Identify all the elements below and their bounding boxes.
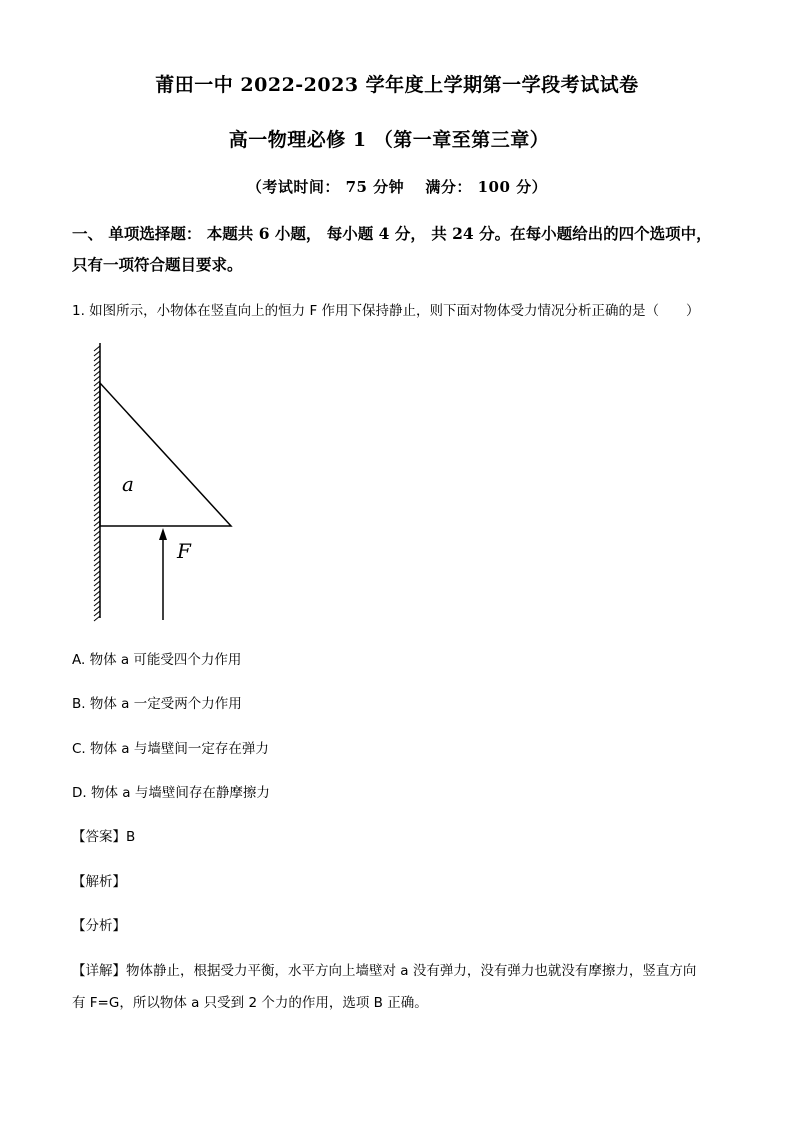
answer: 【答案】B: [72, 829, 136, 845]
option-a: A. 物体 a 可能受四个力作用: [72, 652, 242, 668]
force-arrow-head: [159, 528, 167, 540]
hatch-mark: [94, 361, 100, 366]
hatch-mark: [94, 351, 100, 356]
hatch-mark: [94, 556, 100, 561]
hatch-mark: [94, 526, 100, 531]
section-heading-line-1: 一、 单项选择题： 本题共 6 小题， 每小题 4 分， 共 24 分。在每小题给出的四个选项中，: [72, 224, 712, 243]
wall-hatching: [94, 346, 100, 621]
option-c: C. 物体 a 与墙壁间一定存在弹力: [72, 741, 269, 757]
option-d: D. 物体 a 与墙壁间存在静摩擦力: [72, 785, 270, 801]
section-heading-line-2: 只有一项符合题目要求。: [72, 255, 243, 274]
hatch-mark: [94, 561, 100, 566]
hatch-mark: [94, 571, 100, 576]
hatch-mark: [94, 436, 100, 441]
exam-title: 莆田一中 2022-2023 学年度上学期第一学段考试试卷: [155, 74, 639, 96]
block-label: a: [122, 472, 134, 496]
hatch-mark: [94, 476, 100, 481]
hatch-mark: [94, 591, 100, 596]
triangle-block: [100, 383, 231, 526]
hatch-mark: [94, 536, 100, 541]
hatch-mark: [94, 546, 100, 551]
physics-figure: [80, 338, 250, 628]
hatch-mark: [94, 511, 100, 516]
hatch-mark: [94, 586, 100, 591]
hatch-mark: [94, 581, 100, 586]
hatch-mark: [94, 576, 100, 581]
hatch-mark: [94, 406, 100, 411]
hatch-mark: [94, 446, 100, 451]
hatch-mark: [94, 521, 100, 526]
hatch-mark: [94, 596, 100, 601]
hatch-mark: [94, 481, 100, 486]
hatch-mark: [94, 356, 100, 361]
hatch-mark: [94, 426, 100, 431]
hatch-mark: [94, 461, 100, 466]
hatch-mark: [94, 551, 100, 556]
detail-line-1: 【详解】物体静止，根据受力平衡，水平方向上墙壁对 a 没有弹力，没有弹力也就没有摩擦力，竖直方向: [72, 963, 697, 979]
hatch-mark: [94, 396, 100, 401]
hatch-mark: [94, 376, 100, 381]
hatch-mark: [94, 346, 100, 351]
option-b: B. 物体 a 一定受两个力作用: [72, 696, 242, 712]
hatch-mark: [94, 456, 100, 461]
force-label: F: [177, 539, 191, 563]
exam-info: （考试时间： 75 分钟 满分： 100 分）: [246, 178, 548, 196]
hatch-mark: [94, 531, 100, 536]
hatch-mark: [94, 471, 100, 476]
hatch-mark: [94, 501, 100, 506]
detail-line-2: 有 F=G，所以物体 a 只受到 2 个力的作用，选项 B 正确。: [72, 995, 428, 1011]
analysis-label: 【解析】: [72, 874, 126, 890]
hatch-mark: [94, 486, 100, 491]
hatch-mark: [94, 386, 100, 391]
hatch-mark: [94, 366, 100, 371]
hatch-mark: [94, 606, 100, 611]
hatch-mark: [94, 566, 100, 571]
hatch-mark: [94, 601, 100, 606]
hatch-mark: [94, 616, 100, 621]
hatch-mark: [94, 401, 100, 406]
exam-subtitle: 高一物理必修 1 （第一章至第三章）: [228, 129, 550, 151]
hatch-mark: [94, 496, 100, 501]
hatch-mark: [94, 431, 100, 436]
hatch-mark: [94, 421, 100, 426]
hatch-mark: [94, 411, 100, 416]
hatch-mark: [94, 371, 100, 376]
hatch-mark: [94, 391, 100, 396]
hatch-mark: [94, 466, 100, 471]
hatch-mark: [94, 381, 100, 386]
fenxi-label: 【分析】: [72, 918, 126, 934]
question-1-stem: 1. 如图所示，小物体在竖直向上的恒力 F 作用下保持静止，则下面对物体受力情况分析正确的是（ ）: [72, 303, 700, 319]
hatch-mark: [94, 611, 100, 616]
section-heading: [72, 218, 732, 280]
hatch-mark: [94, 451, 100, 456]
hatch-mark: [94, 506, 100, 511]
hatch-mark: [94, 516, 100, 521]
hatch-mark: [94, 441, 100, 446]
hatch-mark: [94, 541, 100, 546]
hatch-mark: [94, 416, 100, 421]
hatch-mark: [94, 491, 100, 496]
